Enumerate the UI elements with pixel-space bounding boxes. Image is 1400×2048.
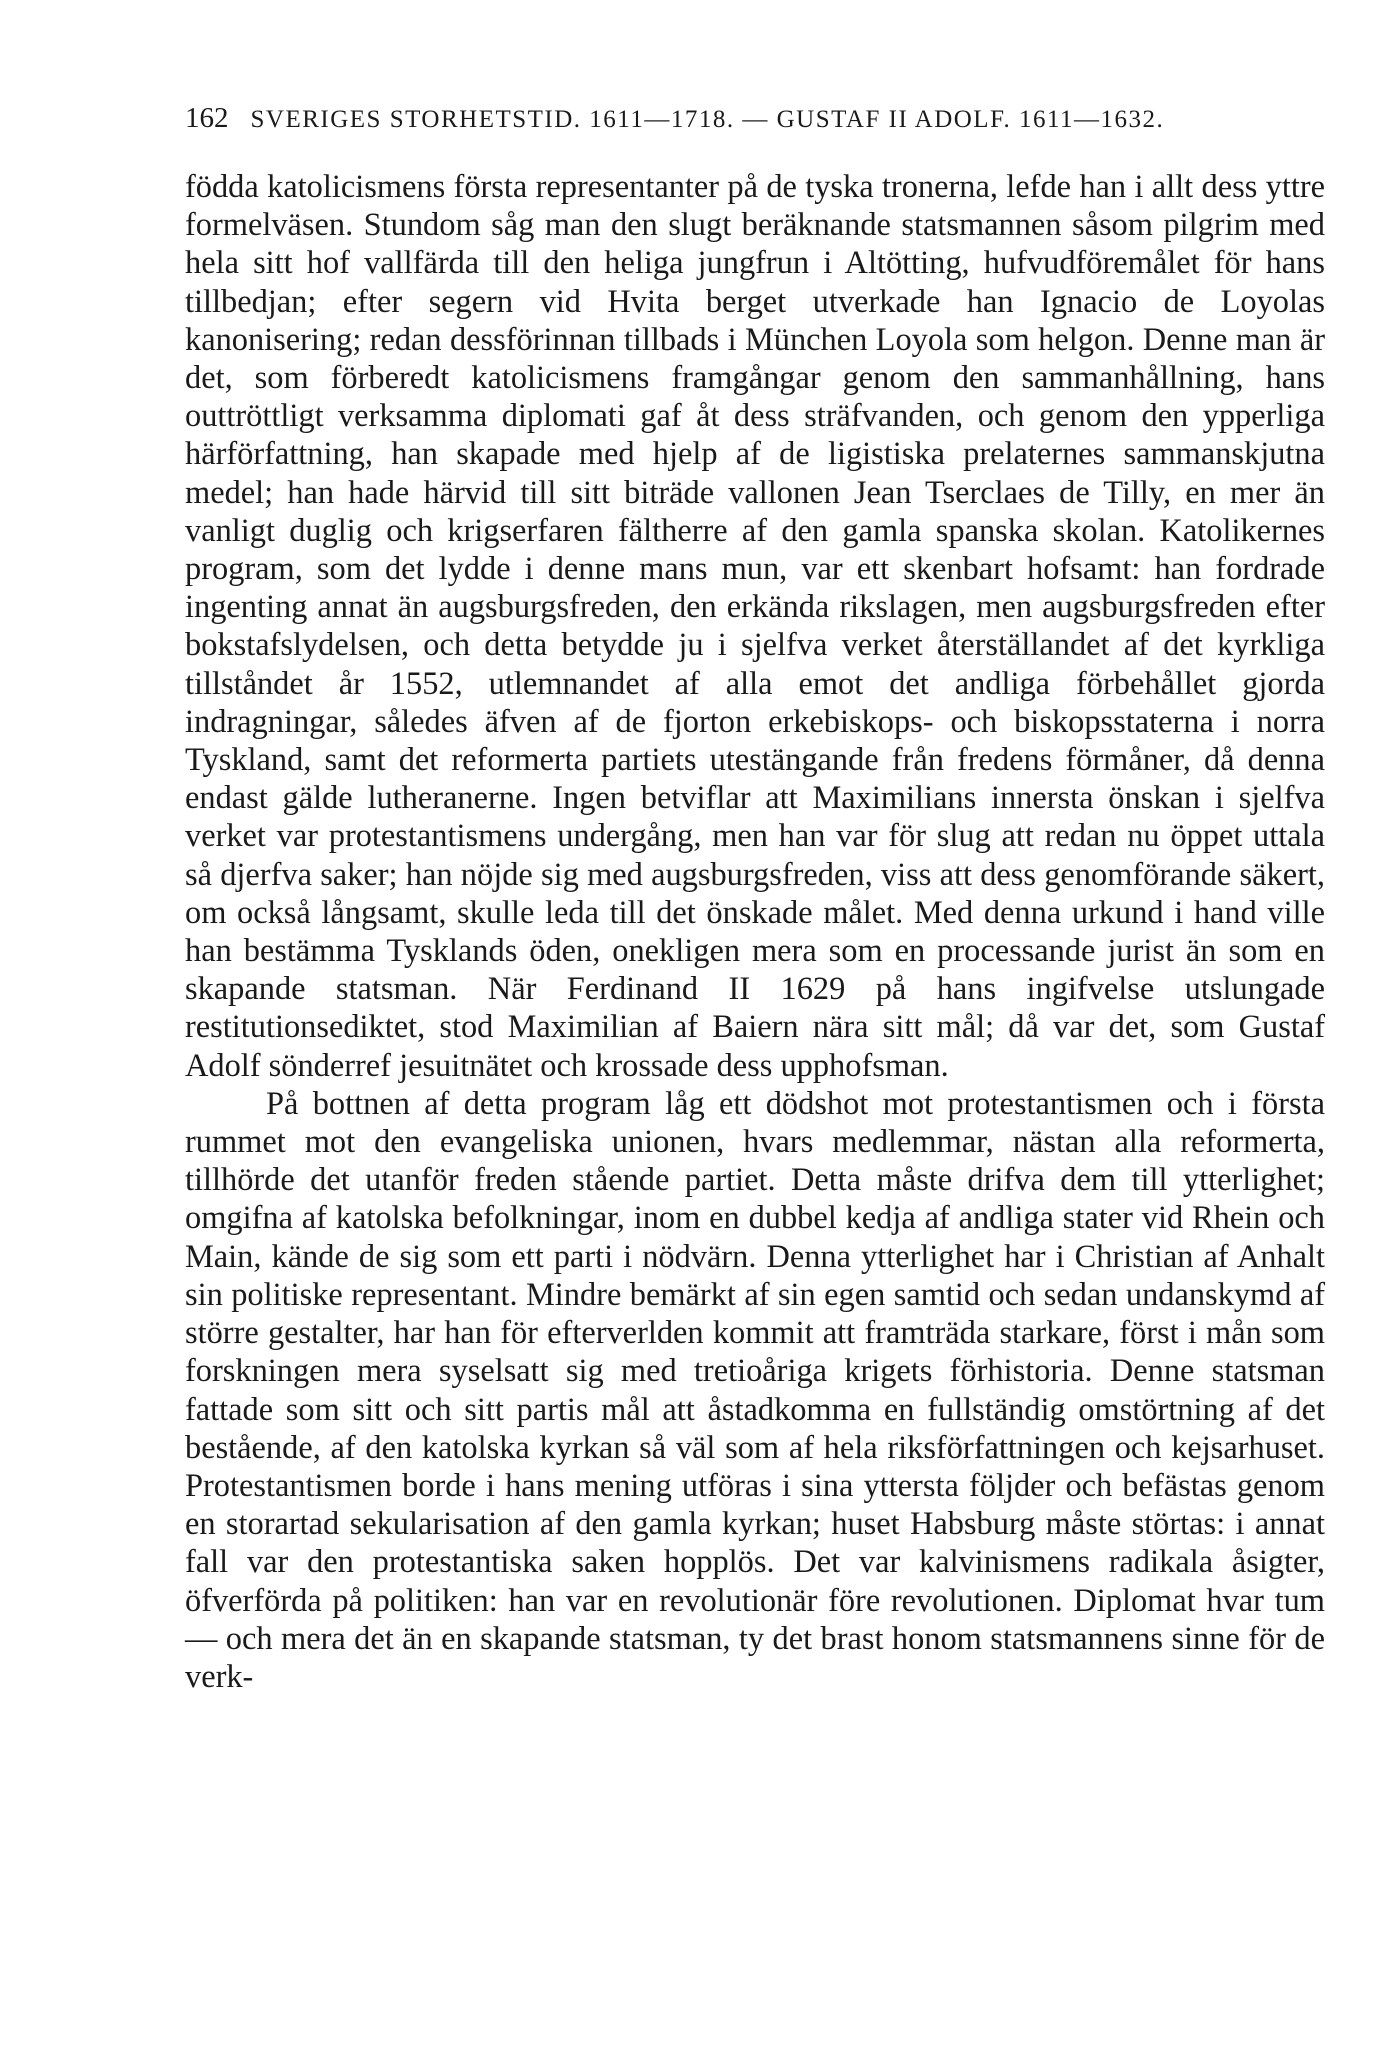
paragraph: På bottnen af detta program låg ett dödshot mot protestantismen och i första rummet mot den evangeliska unionen, hvars medlemmar, nästan alla reformerta, tillhörde det utanför freden stående partiet. Detta måste drifva dem till ytterlighet; omgifna af katolska befolkningar, inom en dubbel kedja af andliga stater vid Rhein och Main, kände de sig som ett parti i nödvärn. Denna ytterlighet har i Christian af Anhalt sin politiske representant. Mindre bemärkt af sin egen samtid och sedan undanskymd af större gestalter, har han för efterverlden kommit att framträda starkare, först i mån som forskningen mera syselsatt sig med tretioåriga krigets förhistoria. Denne statsman fattade som sitt och sitt partis mål att åstadkomma en fullständig omstörtning af det bestående, af den katolska kyrkan så väl som af hela riksförfattningen och kejsarhuset. Protestantismen borde i hans mening utföras i sina yttersta följder och befästas genom en storartad sekularisation af den gamla kyrkan; huset Habsburg måste störtas: i annat fall var den protestantiska saken hopplös. Det var kalvinismens radikala åsigter, öfverförda på politiken: han var en revolutionär före revolutionen. Diplomat hvar tum — och mera det än en skapande statsman, ty det brast honom statsmannens sinne för de verk- xyxy=(185,1085,1325,1695)
body-text xyxy=(185,168,1325,1696)
book-page xyxy=(185,102,1325,1696)
paragraph-continued: födda katolicismens första representanter på de tyska tronerna, lefde han i allt dess yttre formelväsen. Stundom såg man den slugt beräknande statsmannen såsom pilgrim med hela sitt hof vallfärda till den heliga jungfrun i Altötting, hufvudföremålet för hans tillbedjan; efter segern vid Hvita berget utverkade han Ignacio de Loyolas kanonisering; redan dessförinnan tillbads i München Loyola som helgon. Denne man är det, som förberedt katolicismens framgångar genom den sammanhållning, hans outtröttligt verksamma diplomati gaf åt dess sträfvanden, och genom den ypperliga härförfattning, han skapade med hjelp af de ligistiska prelaternes sammanskjutna medel; han hade härvid till sitt biträde vallonen Jean Tserclaes de Tilly, en mer än vanligt duglig och krigserfaren fältherre af den gamla spanska skolan. Katolikernes program, som det lydde i denne mans mun, var ett skenbart hofsamt: han fordrade ingenting annat än augsburgsfreden, den erkända rikslagen, men augsburgsfreden efter bokstafslydelsen, och detta betydde ju i sjelfva verket återställandet af det kyrkliga tillståndet år 1552, utlemnandet af alla emot det andliga förbehållet gjorda indragningar, således äfven af de fjorton erkebiskops- och biskopsstaterna i norra Tyskland, samt det reformerta partiets utestängande från fredens förmåner, då denna endast gälde lutheranerne. Ingen betviflar att Maximilians innersta önskan i sjelfva verket var protestantismens undergång, men han var för slug att redan nu öppet uttala så djerfva saker; han nöjde sig med augsburgsfreden, viss att dess genomförande säkert, om också långsamt, skulle leda till det önskade målet. Med denna urkund i hand ville han bestämma Tysklands öden, onekligen mera som en processande jurist än som en skapande statsman. När Ferdinand II 1629 på hans ingifvelse utslungade restitutionsediktet, stod Maximilian af Baiern nära sitt mål; då var det, som Gustaf Adolf sönderref jesuitnätet och krossade dess upphofsman. xyxy=(185,169,1325,1084)
page-number: 162 xyxy=(185,102,229,134)
running-header xyxy=(185,102,1325,146)
running-title: SVERIGES STORHETSTID. 1611—1718. — GUSTAF II ADOLF. 1611—1632. xyxy=(250,106,1165,133)
